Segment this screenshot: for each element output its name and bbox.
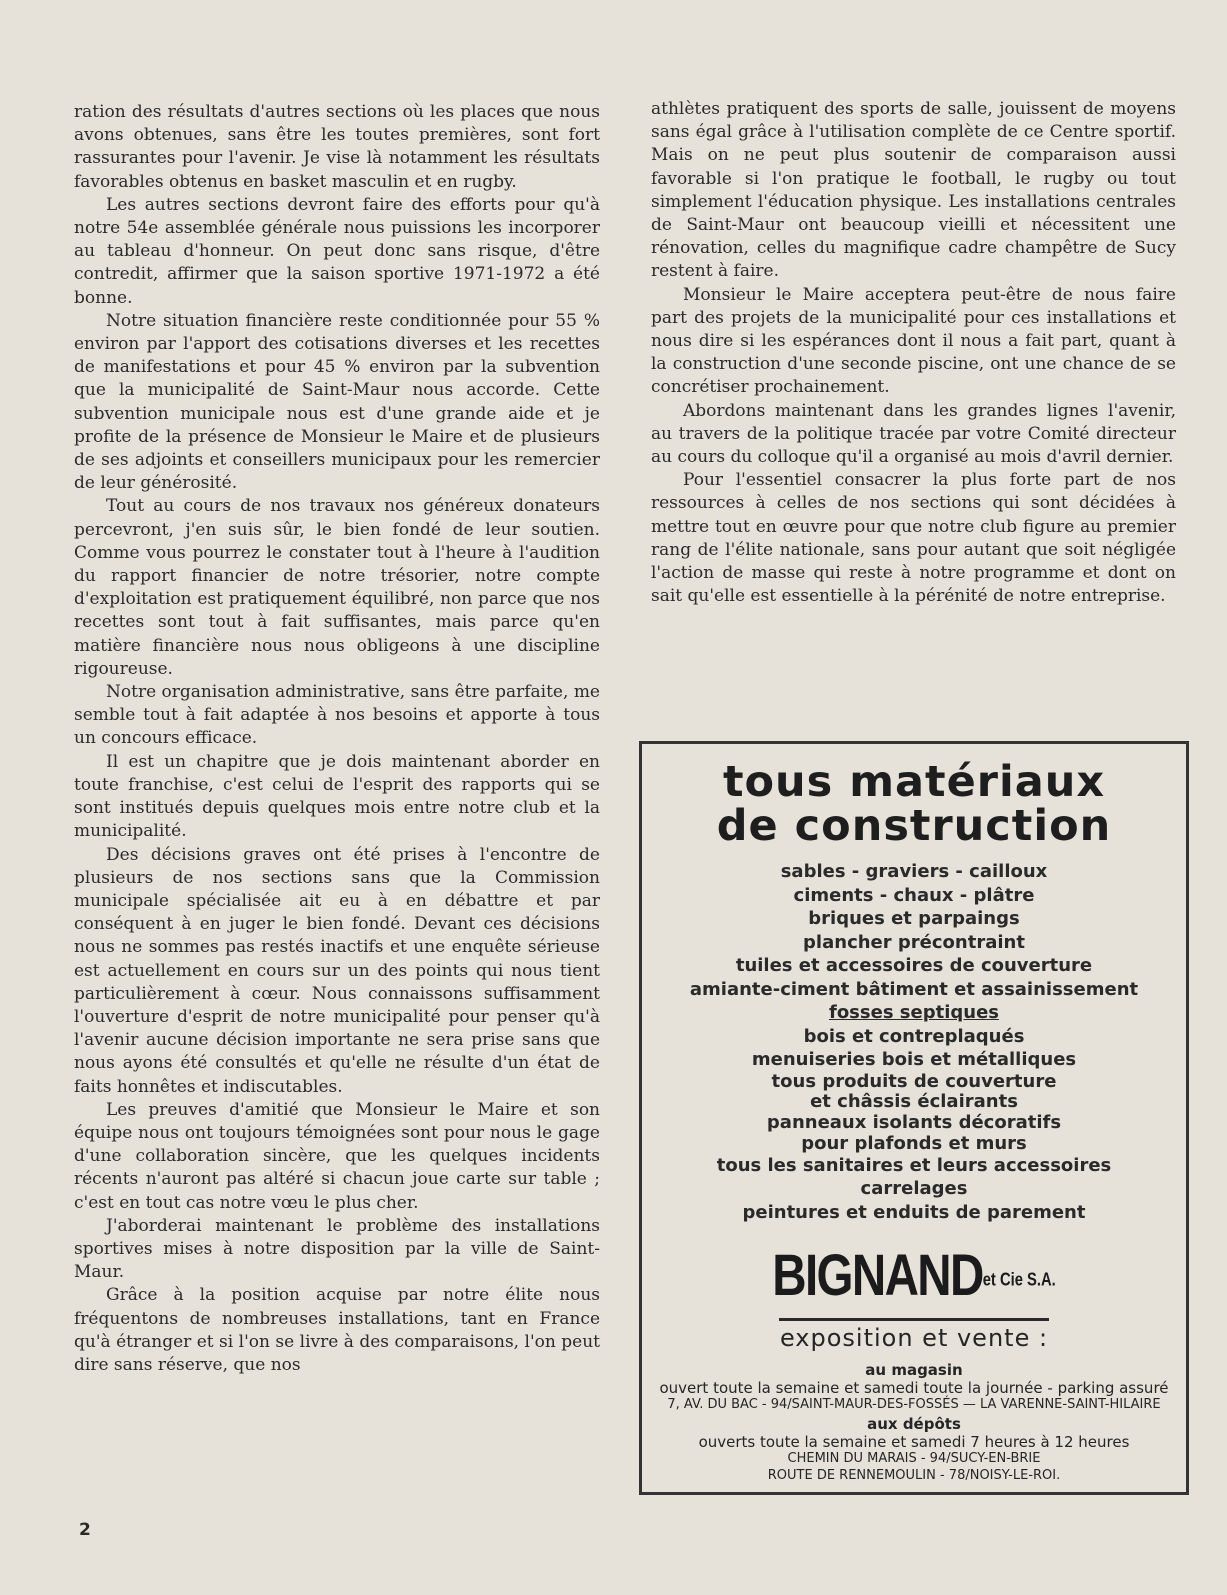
product-item: tous les sanitaires et leurs accessoires (716, 1154, 1112, 1176)
ad-title-line: tous matériaux (722, 757, 1106, 807)
paragraph: ration des résultats d'autres sections où les places que nous avons obtenues, sans être les toutes premières, sont fort rassurantes pour l'avenir. Je vise là notamment les résultats favorables obtenus en basket masculin et en rugby. (74, 102, 600, 192)
paragraph: athlètes pratiquent des sports de salle, jouissent de moyens sans égal grâce à l'utilisation complète de ce Centre sportif. Mais on ne peut plus soutenir de comparaison aussi favorable si l'on pratique le football, le rugby ou tout simplement l'éducation physique. Les installations centrales de Saint-Maur ont beaucoup vieilli et nécessitent une rénovation, celles du magnifique cadre champêtre de Sucy restent à faire. (651, 99, 1176, 282)
paragraph: Grâce à la position acquise par notre élite nous fréquentons de nombreuses installations, tant en France qu'à étranger et si l'on se livre à des comparaisons, l'on peut dire sans réserve, que nos (74, 1285, 600, 1375)
magasin-label: au magasin (865, 1360, 963, 1379)
paragraph: Monsieur le Maire acceptera peut-être de nous faire part des projets de la municipalité pour ces installations et nous dire si les espérances dont il nous a fait part, quant à la construction d'une seconde piscine, ont une chance de se concrétiser prochainement. (651, 284, 1176, 398)
brand-logo (691, 1243, 1137, 1310)
product-item: plancher précontraint (803, 931, 1025, 953)
magasin-hours: ouvert toute la semaine et samedi toute la journée - parking assuré (659, 1378, 1169, 1397)
article-column-left (74, 101, 600, 1377)
divider (779, 1318, 1049, 1321)
product-item: bois et contreplaqués (803, 1025, 1025, 1047)
magasin-address: 7, AV. DU BAC - 94/SAINT-MAUR-DES-FOSSÉS — LA VARENNE-SAINT-HILAIRE (667, 1396, 1161, 1412)
product-item: ciments - chaux - plâtre (793, 884, 1035, 906)
product-item: sables - graviers - cailloux (780, 861, 1048, 882)
product-item: tous produits de couverture (771, 1070, 1057, 1092)
product-item: et châssis éclairants (810, 1090, 1018, 1112)
exposition-heading: exposition et vente : (779, 1323, 1049, 1352)
paragraph: J'aborderai maintenant le problème des installations sportives mises à notre disposition par la ville de Saint-Maur. (74, 1215, 600, 1283)
paragraph: Il est un chapitre que je dois maintenant aborder en toute franchise, c'est celui de l'esprit des rapports qui se sont institués depuis quelques mois entre notre club et la municipalité. (74, 751, 600, 842)
product-item: briques et parpaings (808, 908, 1020, 929)
depot-address: ROUTE DE RENNEMOULIN - 78/NOISY-LE-ROI. (767, 1467, 1061, 1483)
article-column-right (651, 98, 1176, 608)
product-list (642, 860, 1186, 1224)
depots-label: aux dépôts (867, 1415, 961, 1434)
ad-title-line: de construction (716, 801, 1112, 851)
product-item: fosses septiques (828, 1002, 999, 1023)
page-number: 2 (79, 1520, 91, 1540)
product-item: carrelages (860, 1178, 968, 1199)
product-item: amiante-ciment bâtiment et assainissement (689, 978, 1139, 1000)
depots-hours: ouverts toute la semaine et samedi 7 heures à 12 heures (698, 1433, 1130, 1452)
product-item: panneaux isolants décoratifs (766, 1111, 1062, 1133)
advertisement (639, 741, 1189, 1495)
paragraph: Notre situation financière reste conditionnée pour 55 % environ par l'apport des cotisations diverses et les recettes de manifestations et pour 45 % environ par la subvention que la municipalité de Saint-Maur nous accorde. Cette subvention municipale nous est d'une grande aide et je profite de la présence de Monsieur le Maire et de plusieurs de ses adjoints et conseillers municipaux pour les remercier de leur générosité. (74, 310, 600, 494)
product-item: tuiles et accessoires de couverture (735, 955, 1093, 976)
paragraph: Notre organisation administrative, sans être parfaite, me semble tout à fait adaptée à nos besoins et apporte à tous un concours efficace. (74, 682, 600, 749)
paragraph: Les preuves d'amitié que Monsieur le Maire et son équipe nous ont toujours témoignées sont pour nous le gage d'une collaboration sincère, que les quelques incidents récents n'auront pas altéré si chacun joue carte sur table ; c'est en tout cas notre vœu le plus cher. (74, 1099, 600, 1213)
paragraph: Les autres sections devront faire des efforts pour qu'à notre 54e assemblée générale nous puissions les incorporer au tableau d'honneur. On peut donc sans risque, d'être contredit, affirmer que la saison sportive 1971-1972 a été bonne. (74, 194, 600, 308)
paragraph: Des décisions graves ont été prises à l'encontre de plusieurs de nos sections sans que la Commission municipale spécialisée ait eu à en débattre et par conséquent à en juger le bien fondé. Devant ces décisions nous ne sommes pas restés inactifs et une enquête sérieuse est actuellement en cours sur un des points qui nous tient particulièrement à cœur. Nous connaissons suffisamment l'ouverture d'esprit de notre municipalité pour penser qu'à l'avenir aucune décision importante ne sera prise sans que nous ayons été consultés et qu'elle ne résulte d'un état de faits honnêtes et indiscutables. (74, 844, 600, 1097)
product-item: peintures et enduits de parement (742, 1201, 1086, 1223)
brand-suffix: et Cie S.A. (982, 1269, 1056, 1290)
product-item: pour plafonds et murs (801, 1132, 1027, 1154)
brand-name: BIGNAND (772, 1243, 983, 1308)
ad-title (642, 757, 1186, 851)
product-item: menuiseries bois et métalliques (751, 1049, 1077, 1070)
paragraph: Tout au cours de nos travaux nos généreux donateurs percevront, j'en suis sûr, le bien fondé de leur soutien. Comme vous pourrez le constater tout à l'heure à l'audition du rapport financier de notre trésorier, notre compte d'exploitation est pratiquement équilibré, non parce que nos recettes sont tout à fait suffisantes, mais parce qu'en matière financière nous nous obligeons à une discipline rigoureuse. (74, 496, 600, 679)
paragraph: Pour l'essentiel consacrer la plus forte part de nos ressources à celles de nos sections qui sont décidées à mettre tout en œuvre pour que notre club figure au premier rang de l'élite nationale, sans pour autant que soit négligée l'action de masse qui reste à notre programme et dont on sait qu'elle est essentielle à la pérénité de notre entreprise. (651, 470, 1176, 607)
depot-address: CHEMIN DU MARAIS - 94/SUCY-EN-BRIE (787, 1451, 1041, 1467)
paragraph: Abordons maintenant dans les grandes lignes l'avenir, au travers de la politique tracée par votre Comité directeur au cours du colloque qu'il a organisé au mois d'avril dernier. (651, 400, 1176, 468)
